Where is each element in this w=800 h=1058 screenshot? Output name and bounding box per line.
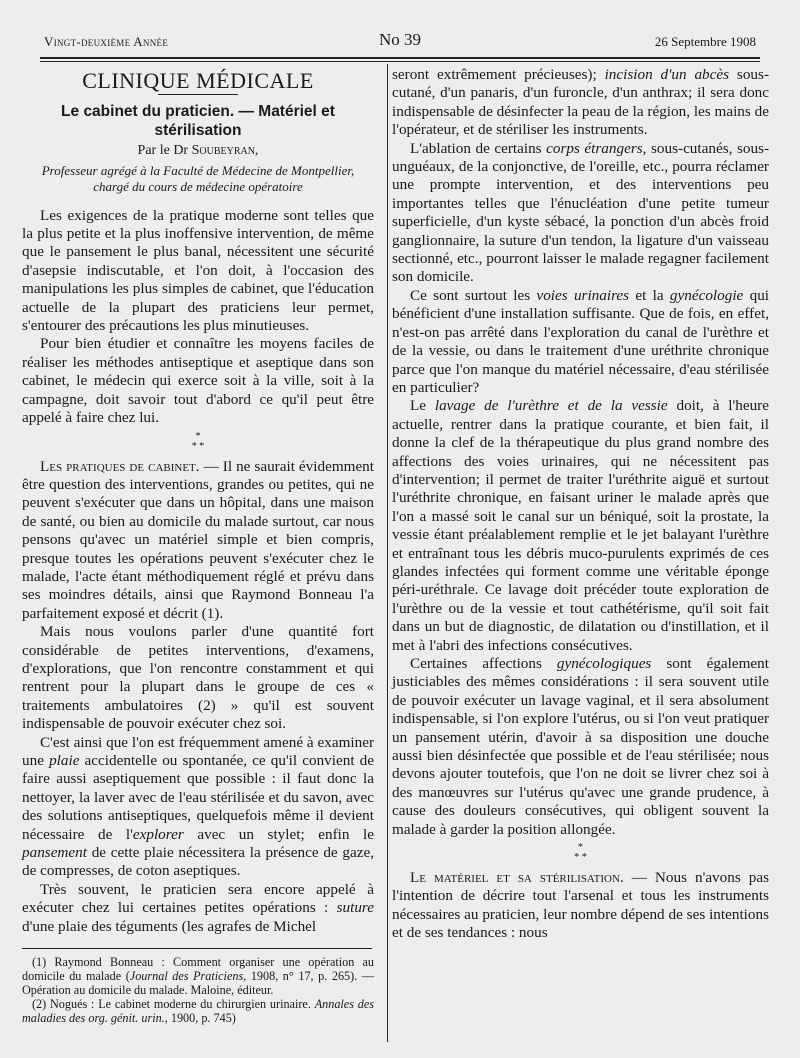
author-line xyxy=(22,142,374,160)
right-column xyxy=(392,66,769,943)
header-issue-number: No 39 xyxy=(378,30,422,49)
footnote-rule xyxy=(22,948,372,949)
text-run: (2) Nogués : Le cabinet moderne du chirurgien urinaire. xyxy=(32,997,315,1012)
section-title: CLINIQUE MÉDICALE xyxy=(82,68,314,93)
text-run: qui bénéficient d'une installation suffisante. Que de fois, en effet, n'est-on pas arrêté dans l'exploration du canal de l'urèthre et de la vessie, ou dans le traitement d'une uréthrite chronique parce que l'on manque du matériel nécessaire, d'eau stérilisée en particulier? xyxy=(392,286,770,396)
section-break-asterism: * * * xyxy=(191,430,205,452)
italic-term: gynécologiques xyxy=(556,655,652,672)
italic-term: incision d'un abcès xyxy=(604,66,730,83)
text-run: seront extrêmement précieuses); xyxy=(392,66,605,83)
italic-term: gynécologie xyxy=(669,286,744,304)
footnotes xyxy=(22,955,374,1025)
paragraph xyxy=(392,397,769,655)
header-rule-thin xyxy=(40,61,760,62)
footnote-2 xyxy=(22,997,374,1025)
affiliation-line-2: chargé du cours de médecine opératoire xyxy=(93,178,303,194)
text-run: d'une plaie des téguments (les agrafes de Michel xyxy=(22,917,317,935)
footnote-1 xyxy=(22,955,374,997)
header-rule xyxy=(40,57,760,59)
text-run: et la xyxy=(629,286,670,304)
paragraph xyxy=(22,734,374,881)
text-run: sont également justiciables des mêmes considérations : il sera souvent utile de pouvoir exécuter un lavage vaginal, et il sera absolument indispensable, si l'on explore l'utérus, ou si l'on veut pratiquer un pansement utérin, d'avoir à sa disposition une douche aussi bien désinfectée que possible et de l'eau stérilisée; nous devons ajouter toutefois, que l'on ne doit se livrer chez soi à des manœuvres sur l'utérus qu'avec une grande prudence, à cause des douleurs consécutives, qui obligent souvent la malade à garder la position allongée. xyxy=(392,655,769,838)
paragraph xyxy=(22,881,374,936)
text-run: Certaines affections xyxy=(410,655,557,672)
paragraph xyxy=(22,458,374,624)
author-name: Soubeyran, xyxy=(191,143,259,159)
author-affiliation xyxy=(22,163,374,195)
paragraph-text: — Nous n'avons pas l'intention de décrire tout l'arsenal et tous les instruments nécessaires au praticien, leur nombre dépend de ses intentions et de ses tendances : nous xyxy=(392,869,769,942)
paragraph: Les exigences de la pratique moderne sont telles que la plus petite et la plus inoffensive intervention, de même que le pansement le plus banal, nécessitent une sécurité d'asepsie indiscutable, et l'on doit, à l'occasion des manipulations les plus simples de cabinet, que l'éducation actuelle de la plupart des praticiens leur permet, s'entourer des précautions les plus minutieuses. xyxy=(22,206,374,335)
italic-term: explorer xyxy=(132,825,184,843)
text-run: , 1908, n° 17, p. 265). — Opération au domicile du malade. Maloine, éditeur. xyxy=(22,969,374,998)
header-year: Vingt-deuxième Année xyxy=(44,34,169,49)
text-run: sous-cutané, d'un panaris, d'un furoncle, d'un anthrax; il sera donc indispensable de désinfecter la peau de la région, les mains de l'opérateur, et de stériliser les instruments. xyxy=(392,66,769,139)
text-run: doit, à l'heure actuelle, rentrer dans la pratique courante, et bien fait, il donne la clef de la thérapeutique du plus grand nombre des affections des voies urinaires, qui ne nécessitent pas d'intervention; il permet de traiter l'uréthrite aiguë et surtout l'uréthrite chronique, en faisant uriner le malade après que l'on a massé soit le canal sur un béniqué, soit la prostate, la vessie étant préalablement remplie et le jet balayant l'urèthre et entraînant tous les débris muco-purulents exprimés de ces glandes infectées qui forment comme une véritable éponge péri-uréthrale. Ce lavage doit précéder toute exploration de l'urèthre ou de la vessie et tout cathétérisme, qu'il soit fait dans un but de diagnostic, de dilatation ou d'instillation, et il met à l'abri des infections consécutives. xyxy=(392,397,769,654)
text-run: avec un stylet; enfin le xyxy=(183,825,375,843)
italic-term: Annales des maladies des org. génit. urin. xyxy=(22,997,374,1026)
paragraph-text: — Il ne saurait évidemment être question des interventions, grandes ou petites, qui ne peuvent s'exécuter que dans un hôpital, dans une maison de santé, ou bien au domicile du malade surtout, car nous pensons qu'avec un matériel simple et bien compris, presque toutes les opérations peuvent s'exécuter chez le malade, l'acte étant méthodiquement réglé et prévu dans ses moindres détails, ainsi que Raymond Bonneau l'a parfaitement exposé et décrit (1). xyxy=(22,457,374,622)
italic-term: plaie xyxy=(49,752,80,769)
text-run: , 1900, p. 745) xyxy=(164,1011,236,1026)
running-header xyxy=(44,30,756,54)
paragraph xyxy=(392,140,769,287)
run-in-heading: Le matériel et sa stérilisation. xyxy=(410,869,624,887)
affiliation-line-1: Professeur agrégé à la Faculté de Médecine de Montpellier, xyxy=(41,162,355,178)
left-column xyxy=(22,66,374,1025)
text-run: C'est ainsi que l'on est fréquemment amené à examiner une xyxy=(22,733,374,769)
italic-term: Journal des Praticiens xyxy=(129,969,244,984)
italic-term: pansement xyxy=(22,844,87,862)
text-run: Le xyxy=(410,397,435,415)
text-run: Très souvent, le praticien sera encore appelé à exécuter chez lui certaines petites opérations : xyxy=(22,880,374,917)
author-prefix: Par le Dr xyxy=(137,143,189,159)
section-break-asterism: * * * xyxy=(574,842,587,864)
article-title: Le cabinet du praticien. — Matériel et stérilisation xyxy=(61,103,335,139)
text-run: , sous-cutanés, sous-unguéaux, de la conjonctive, de l'oreille, etc., pourra réclamer une prompte intervention, et des interventions peu importantes telles que l'énucléation d'une petite tumeur superficielle, d'un kyste sébacé, la ponction d'un abcès froid ganglionnaire, la suture d'un tendon, la ligature d'un vaisseau sectionné, etc., pourront laisser le malade regagner facilement son domicile. xyxy=(392,139,770,286)
section-rule xyxy=(158,94,238,95)
italic-term: lavage de l'urèthre et de la vessie xyxy=(434,397,668,415)
run-in-heading: Les pratiques de cabinet. xyxy=(40,457,200,475)
paragraph xyxy=(392,287,769,397)
text-run: Ce sont surtout les xyxy=(410,286,537,304)
italic-term: corps étrangers xyxy=(546,139,643,157)
text-run: accidentelle ou spontanée, ce qu'il convient de faire aussi aseptiquement que possible : il faut donc la nettoyer, la laver avec de l'eau stérilisée et du savon, avec des solutions antiseptiques, quelquefois même il devient nécessaire de l' xyxy=(22,752,374,843)
paragraph xyxy=(392,869,769,943)
italic-term: voies urinaires xyxy=(536,286,630,304)
text-run: de cette plaie nécessitera la présence de gaze, de compresses, de coton aseptiques. xyxy=(22,844,374,880)
text-run: (1) Raymond Bonneau : Comment organiser une opération au domicile du malade ( xyxy=(22,955,374,984)
paragraph: Mais nous voulons parler d'une quantité fort considérable de petites interventions, d'examens, d'explorations, que l'on rencontre constamment et qui rentrent pour la plupart dans le groupe de ces « traitements ambulatoires (2) » qu'il est souvent indispensable de pouvoir exécuter chez soi. xyxy=(22,623,374,733)
paragraph: Pour bien étudier et connaître les moyens faciles de réaliser les méthodes antiseptique et aseptique dans son cabinet, le médecin qui exerce soit à la ville, soit à la campagne, doit savoir tout d'abord ce qu'il peut être appelé à faire chez lui. xyxy=(22,335,374,427)
header-date: 26 Septembre 1908 xyxy=(654,34,756,49)
paragraph xyxy=(392,655,769,839)
column-divider xyxy=(387,64,388,1042)
italic-term: suture xyxy=(336,899,374,917)
text-run: L'ablation de certains xyxy=(410,139,547,157)
paragraph xyxy=(392,66,769,140)
